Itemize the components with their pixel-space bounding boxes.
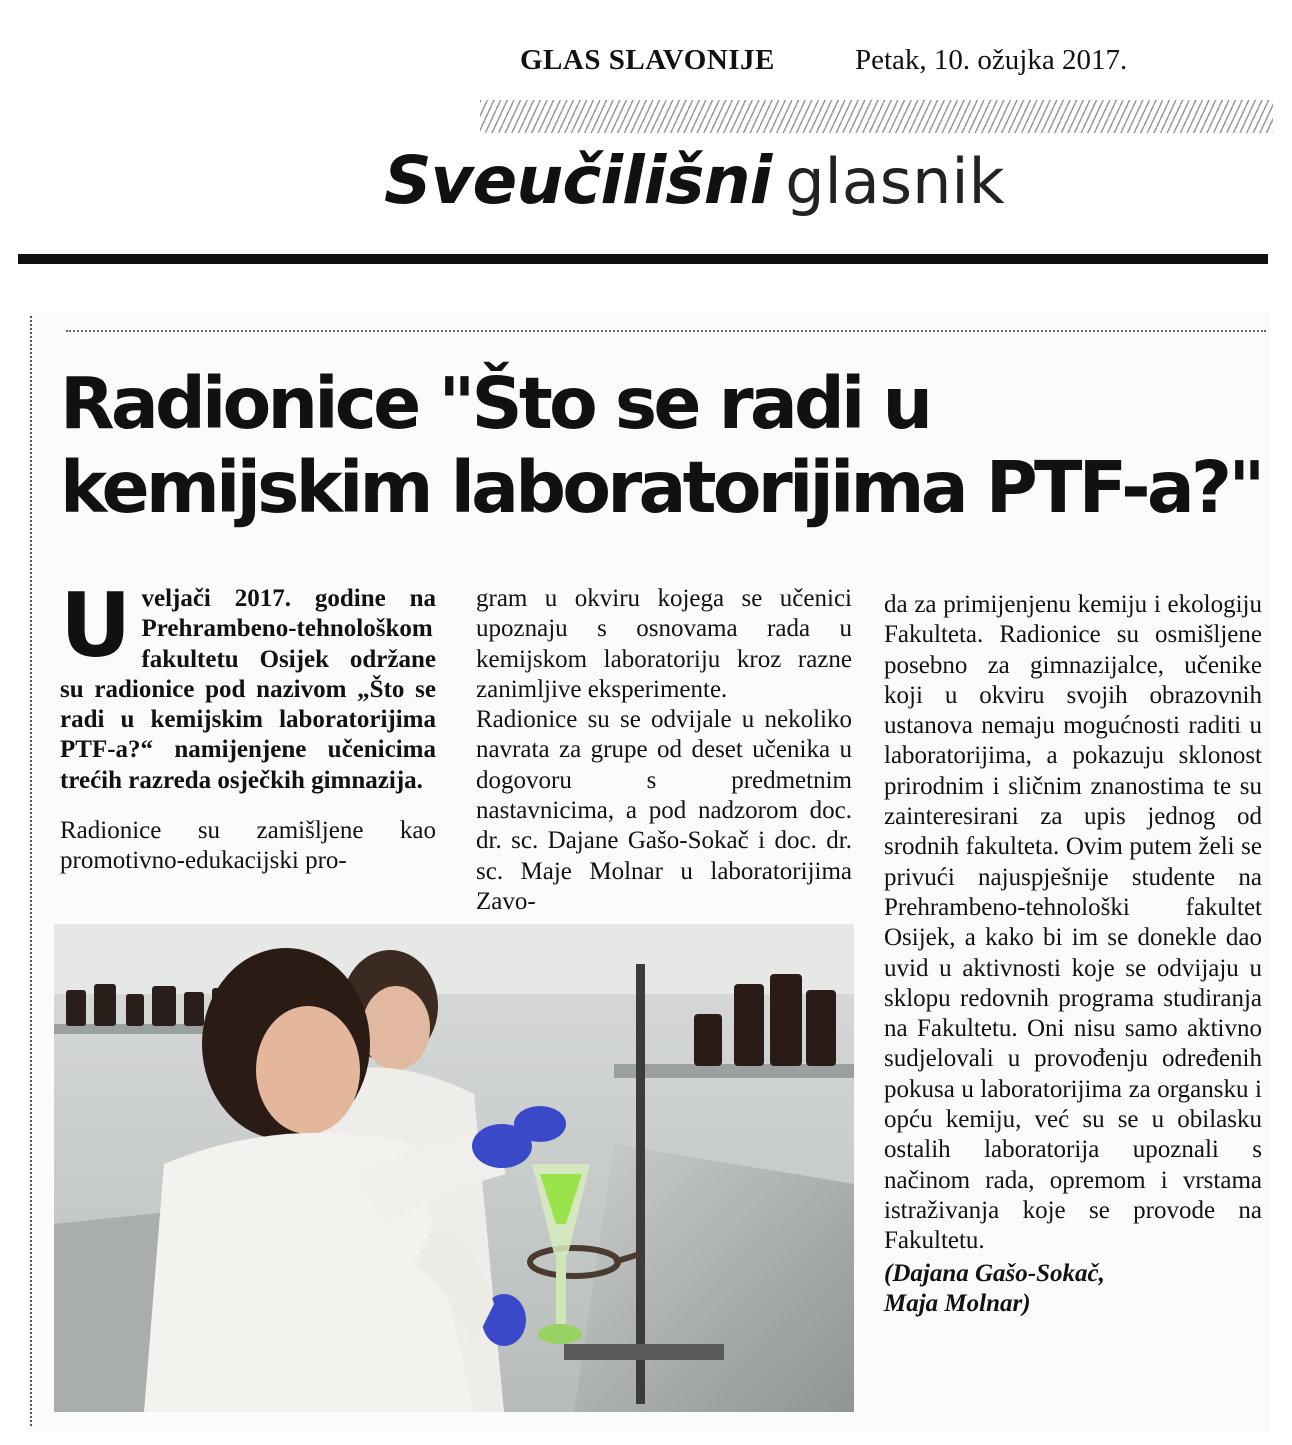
article-column-2 bbox=[476, 584, 852, 917]
body-paragraph: gram u okviru kojega se učenici upoznaju s osnovama rada u kemijskom laboratoriju kroz razne zanimljive eksperimente. bbox=[476, 585, 852, 703]
body-paragraph: Radionice su zamišljene kao promotivno-edukacijski pro- bbox=[60, 817, 436, 875]
lab-photo bbox=[54, 924, 854, 1412]
newspaper-name: GLAS SLAVONIJE bbox=[520, 44, 775, 76]
issue-date: Petak, 10. ožujka 2017. bbox=[855, 44, 1128, 76]
hatched-divider bbox=[480, 100, 1273, 133]
article-headline: Radionice "Što se radi u kemijskim laboratorijima PTF-a?" bbox=[60, 362, 1262, 529]
article-column-3 bbox=[884, 590, 1262, 1319]
byline-author-1: (Dajana Gašo-Sokač, bbox=[884, 1259, 1105, 1287]
article-column-1 bbox=[60, 574, 436, 877]
byline bbox=[884, 1259, 1262, 1320]
dotted-border-left bbox=[30, 316, 32, 1426]
body-paragraph: Radionice su se odvijale u nekoliko navrata za grupe od deset učenika u dogovoru s predmetnim nastavnicima, a pod nadzorom doc. dr. sc. Dajane Gašo-Sokač i doc. dr. sc. Maje Molnar u laboratorijima Zavo- bbox=[476, 706, 852, 915]
lead-paragraph bbox=[60, 574, 436, 796]
byline-author-2: Maja Molnar) bbox=[884, 1289, 1031, 1317]
section-title-light: glasnik bbox=[785, 145, 1005, 218]
section-title-bold: Sveučilišni bbox=[384, 142, 772, 219]
section-title bbox=[384, 142, 1005, 219]
drop-cap: U bbox=[60, 574, 132, 677]
section-rule bbox=[18, 254, 1268, 264]
dotted-border-top bbox=[66, 330, 1266, 332]
lead-text: veljači 2017. godine na Prehrambeno-tehnološkom fakultetu Osijek održane su radionice pod nazivom „Što se radi u kemijskim laboratorijima PTF-a?“ namijenjene učenicima trećih razreda osječkih gimnazija. bbox=[60, 585, 436, 794]
body-paragraph: da za primijenjenu kemiju i ekologiju Fakulteta. Radionice su osmišljene posebno za gimnazijalce, učenike koji u okviru svojih obrazovnih ustanova nemaju mogućnosti raditi u laboratorijima, a pokazuju sklonost prirodnim i sličnim znanostima te su zainteresirani za upis jednog od srodnih fakulteta. Ovim putem želi se privući najuspješnije studente na Prehrambeno-tehnološki fakultet Osijek, a kako bi im se donekle dao uvid u aktivnosti koje se odvijaju u sklopu redovnih programa studiranja na Fakultetu. Oni nisu samo aktivno sudjelovali u provođenju određenih pokusa u laboratorijima za organsku i opću kemiju, već su se u obilasku ostalih laboratorija upoznali s načinom rada, opremom i vrstama istraživanja koje se provode na Fakultetu. bbox=[884, 591, 1262, 1255]
